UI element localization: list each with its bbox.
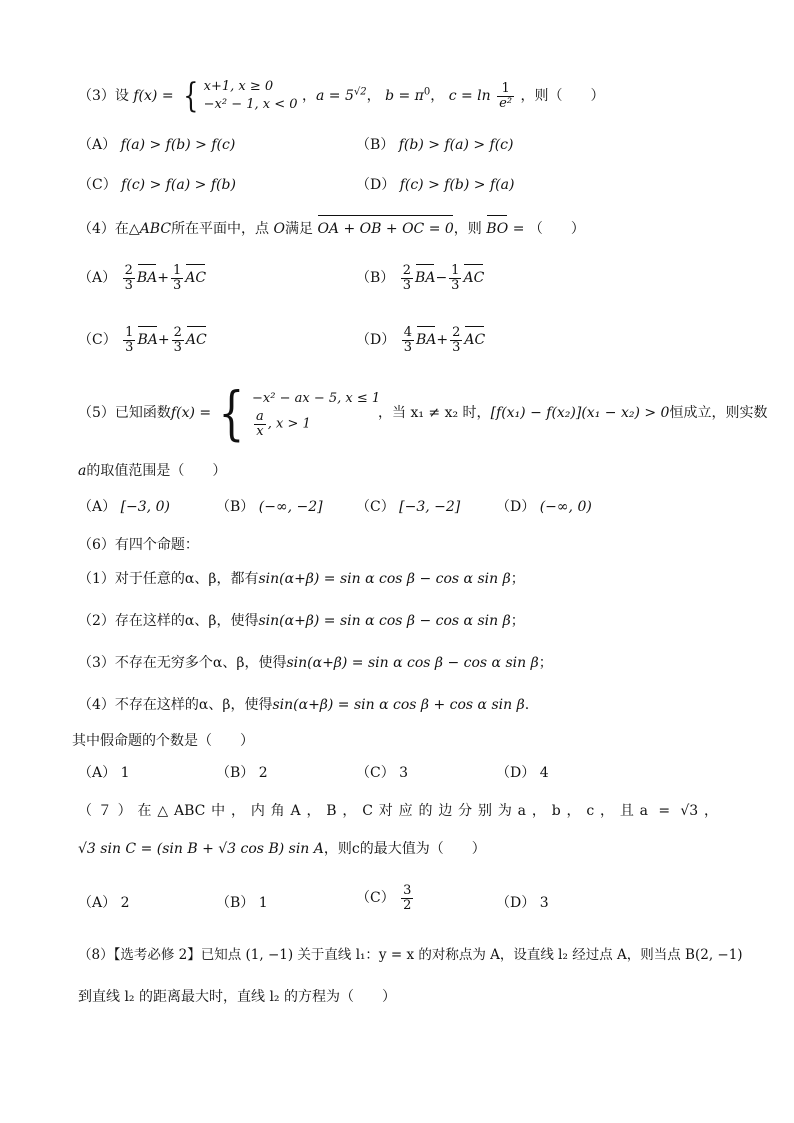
q4-stem: （4）在△ABC所在平面中，点 O满足 OA + OB + OC = 0，则 BO = （ ） [78,218,734,240]
q7-stem: （７）在△ABC中，内角A，B，C对应的边分别为a，b，c，且a = √3， [78,803,718,819]
q7-option-a[interactable]: （A） 2 [78,895,130,911]
q5-option-c[interactable]: （C） [−3, −2] [356,499,461,515]
q4-option-d[interactable]: （D） $\frac{4}{3}$ BA+ $\frac{2}{3}$ AC [356,325,486,355]
q3-tail: ，则（ ） [520,88,605,104]
q5-option-d[interactable]: （D） (−∞, 0) [496,499,592,515]
q4-vector-bo: BO [486,218,508,240]
q7-option-b[interactable]: （B） 1 [216,895,268,911]
q3-stem: （3）设 f(x) = { x+1, x ≥ 0 −x² − 1, x < 0 ，$a = 5^{√2}$， $b = \pi^0$， c = ln $\frac{1}{\text{e²}}$ ，则（ ） [78,76,605,116]
q3-a: a = 5 [316,88,354,104]
q5-piecewise: { −x² − ax − 5, x ≤ 1 $\frac{a}{x}$ , x > 1 [218,379,381,447]
q8-stem-line2: 到直线 l₂ 的距离最大时，直线 l₂ 的方程为（ ） [78,989,396,1005]
q5-stem: （5）已知函数 f(x) = { −x² − ax − 5, x ≤ 1 $\frac{a}{x}$ , x > 1 ，当 x₁ ≠ x₂ 时， [f(x₁) − f(x₂)](x₁ − x₂) > 0 恒成立，则实数 [78,379,768,447]
q3-option-a[interactable]: （A） f(a) > f(b) > f(c) [78,137,236,153]
q4-option-a[interactable]: （A） $\frac{2}{3}$ BA+ $\frac{1}{3}$ AC [78,263,207,293]
q3-b-exp: 0 [423,86,431,98]
q6-question: 其中假命题的个数是（ ） [72,733,254,749]
q5-option-b[interactable]: （B） (−∞, −2] [216,499,323,515]
q6-proposition-1: （1）对于任意的α、β，都有sin(α+β) = sin α cos β − cos α sin β； [78,571,525,587]
q6-option-d[interactable]: （D） 4 [496,765,549,781]
q6-option-c[interactable]: （C） 3 [356,765,409,781]
q6-option-b[interactable]: （B） 2 [216,765,268,781]
q6-proposition-3: （3）不存在无穷多个α、β，使得sin(α+β) = sin α cos β − cos α sin β； [78,655,553,671]
q5-option-a[interactable]: （A） [−3, 0) [78,499,170,515]
q3-option-c[interactable]: （C） f(c) > f(a) > f(b) [78,177,236,193]
q4-option-c[interactable]: （C） $\frac{1}{3}$ BA+ $\frac{2}{3}$ AC [78,325,207,355]
q7-option-d[interactable]: （D） 3 [496,895,549,911]
brace-icon: { [218,379,245,447]
q7-option-c[interactable]: （C） $\frac{3}{2}$ [356,883,412,913]
q8-stem: （8）【选考必修 2】已知点 (1, −1) 关于直线 l₁：y = x 的对称点为 A，设直线 l₂ 经过点 A，则当点 B(2, −1) [78,947,743,963]
q3-b: b = π [385,88,424,104]
q3-function-name: f(x) = [133,88,174,104]
q5-stem-line2: a的取值范围是（ ） [78,463,227,479]
q3-a-exp: √2 [353,86,367,98]
q3-case2: −x² − 1, x < 0 [203,97,298,112]
q6-proposition-4: （4）不存在这样的α、β，使得sin(α+β) = sin α cos β + cos α sin β. [78,697,530,713]
q3-option-d[interactable]: （D） f(c) > f(b) > f(a) [356,177,515,193]
q3-piecewise [178,78,298,114]
brace-icon: { [183,76,199,116]
q3-case1: x+1, x ≥ 0 [203,79,274,94]
q4-option-b[interactable]: （B） $\frac{2}{3}$ BA− $\frac{1}{3}$ AC [356,263,485,293]
q7-stem-line2: √3 sin C = (sin B + √3 cos B) sin A，则c的最大值为（ ） [78,841,486,857]
q3-c: c = ln [448,88,491,104]
q3-label: （3）设 [78,88,129,104]
q4-vector-equation: OA + OB + OC = 0 [317,218,453,240]
q6-title: （6）有四个命题： [78,537,199,553]
q6-option-a[interactable]: （A） 1 [78,765,130,781]
q6-proposition-2: （2）存在这样的α、β，使得sin(α+β) = sin α cos β − cos α sin β； [78,613,525,629]
q3-option-b[interactable]: （B） f(b) > f(a) > f(c) [356,137,514,153]
q3-c-fraction: $\frac{1}{\text{e²}}$ [499,80,513,111]
